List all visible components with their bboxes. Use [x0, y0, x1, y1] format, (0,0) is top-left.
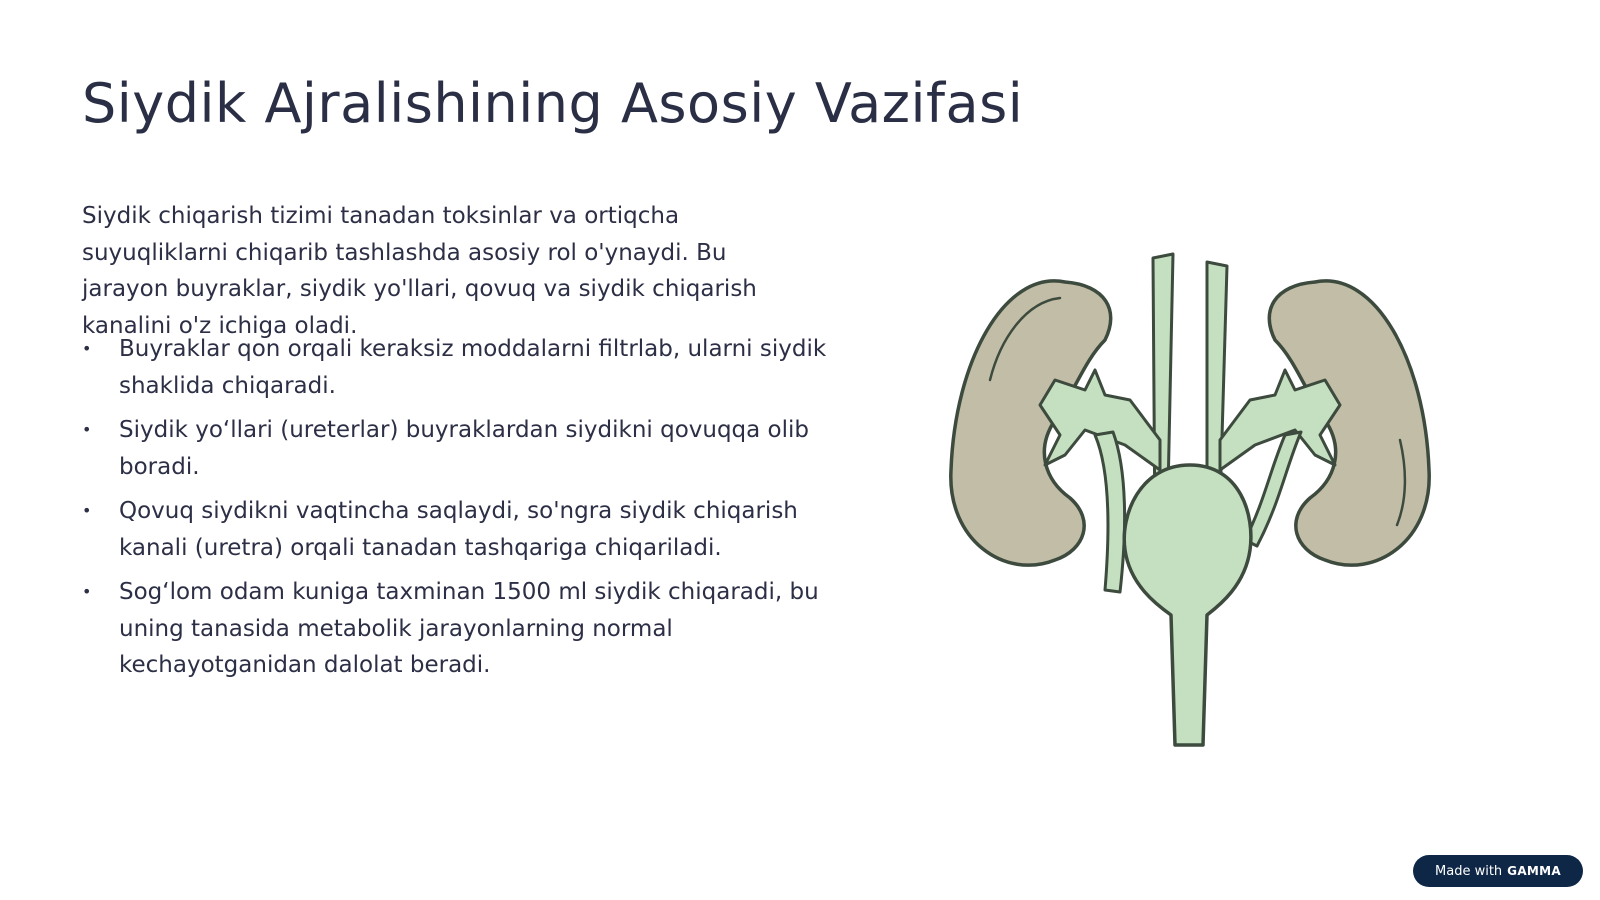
bullet-text: Sog‘lom odam kuniga taxminan 1500 ml siydik chiqaradi, bu uning tanasida metabolik jarayonlarning normal kechayotganidan dalolat beradi.	[119, 579, 819, 678]
bladder	[1124, 465, 1251, 745]
bullet-text: Buyraklar qon orqali keraksiz moddalarni filtrlab, ularni siydik shaklida chiqaradi.	[119, 336, 827, 399]
list-item	[82, 331, 842, 404]
bullet-marker: •	[82, 420, 92, 439]
made-with-gamma-badge[interactable]	[1413, 855, 1583, 887]
list-item	[82, 493, 842, 566]
bullet-marker: •	[82, 501, 92, 520]
left-ureter	[1095, 432, 1125, 592]
bullet-marker: •	[82, 582, 92, 601]
list-item	[82, 412, 842, 485]
badge-prefix: Made with	[1435, 863, 1503, 879]
bullet-marker: •	[82, 339, 92, 358]
gamma-logo: GAMMA	[1507, 864, 1561, 878]
bullet-text: Qovuq siydikni vaqtincha saqlaydi, so'ngra siydik chiqarish kanali (uretra) orqali tanadan tashqariga chiqariladi.	[119, 498, 798, 561]
list-item	[82, 574, 842, 684]
right-ureter	[1245, 432, 1301, 546]
slide-title: Siydik Ajralishining Asosiy Vazifasi	[82, 72, 1024, 135]
bullet-text: Siydik yo‘llari (ureterlar) buyraklardan siydikni qovuqqa olib boradi.	[119, 417, 810, 480]
kidneys-bladder-illustration	[945, 240, 1435, 760]
bullet-list	[82, 331, 842, 692]
intro-paragraph: Siydik chiqarish tizimi tanadan toksinlar va ortiqcha suyuqliklarni chiqarib tashlashda asosiy rol o'ynaydi. Bu jarayon buyraklar, siydik yo'llari, qovuq va siydik chiqarish kanalini o'z ichiga oladi.	[82, 203, 757, 339]
